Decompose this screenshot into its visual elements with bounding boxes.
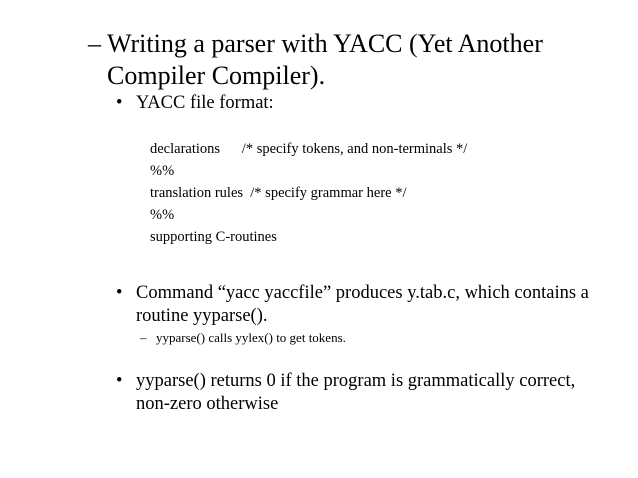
sub-bullet-text: yyparse() calls yylex() to get tokens.: [156, 330, 346, 345]
code-line: supporting C-routines: [150, 229, 277, 245]
code-line: declarations /* specify tokens, and non-terminals */: [150, 141, 468, 157]
bullet-text: Command “yacc yaccfile” produces y.tab.c, which contains a routine yyparse().: [136, 283, 589, 326]
bullet-yyparse-returns: [116, 370, 596, 416]
heading-item: [88, 28, 608, 92]
code-line: translation rules /* specify grammar here */: [150, 185, 407, 201]
dash-marker: –: [140, 330, 147, 345]
bullet-text: YACC file format:: [136, 93, 274, 113]
bullet-text: yyparse() returns 0 if the program is grammatically correct, non-zero otherwise: [136, 371, 576, 414]
dash-marker: –: [88, 29, 101, 58]
bullet-marker: •: [116, 283, 123, 303]
heading-text: Writing a parser with YACC (Yet Another Compiler Compiler).: [107, 29, 543, 90]
bullet-marker: •: [116, 93, 123, 113]
bullet-command: [116, 282, 596, 328]
code-line: %%: [150, 163, 175, 179]
bullet-marker: •: [116, 371, 123, 391]
sub-bullet-item: [140, 329, 346, 347]
bullet-yacc-format: [116, 92, 596, 115]
code-line: %%: [150, 207, 175, 223]
